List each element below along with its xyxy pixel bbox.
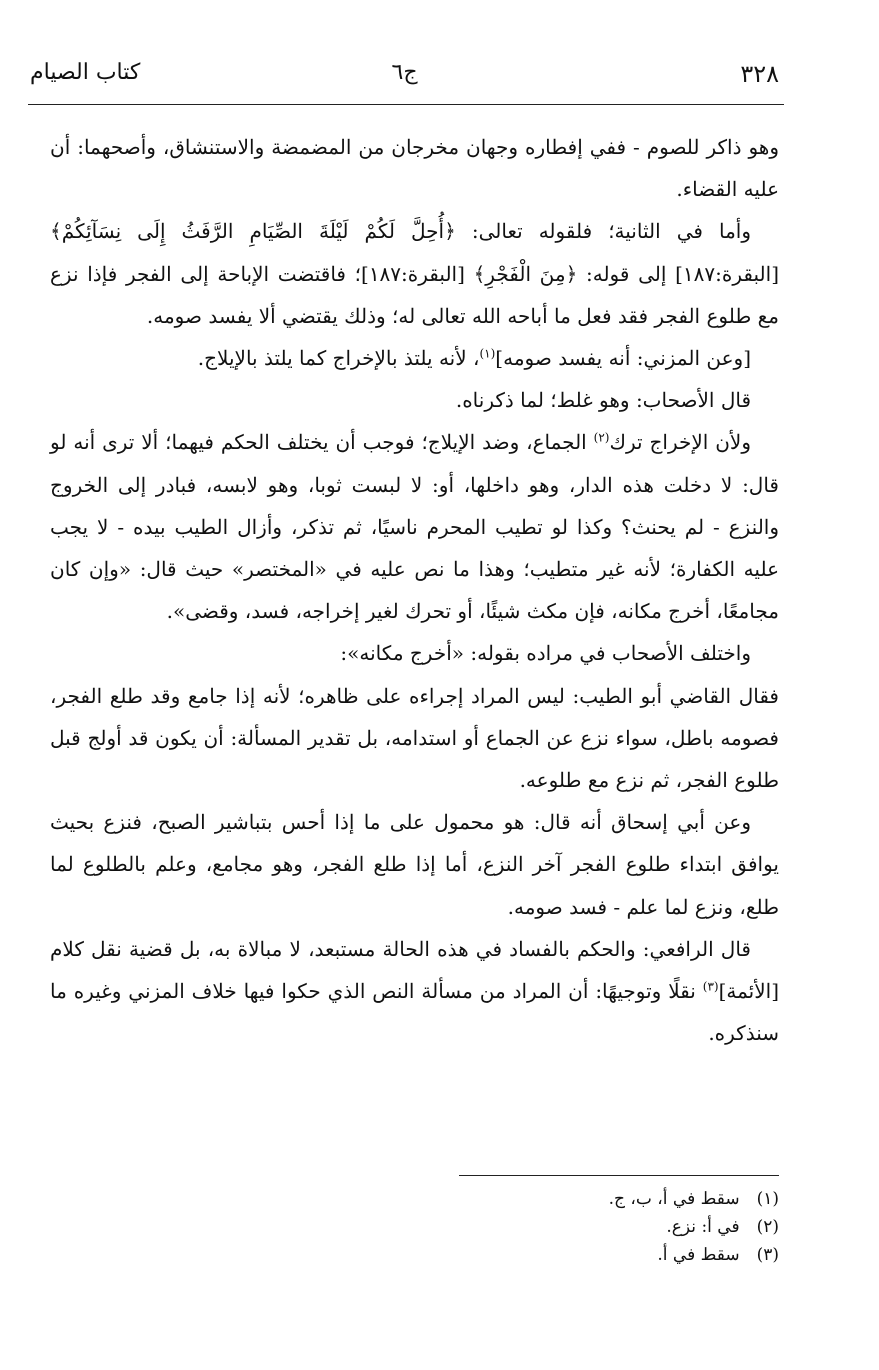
paragraph-text: نقلًا وتوجيهًا: أن المراد من مسألة النص الذي حكوا فيها خلاف المزني وغيره ما سنذكره. — [50, 979, 779, 1046]
paragraph: وأما في الثانية؛ فلقوله تعالى: ﴿أُحِلَّ لَكُمْ لَيْلَةَ الصِّيَامِ الرَّفَثُ إِلَى نِسَآئِكُمْ﴾ [البقرة:١٨٧] إلى قوله: ﴿مِنَ الْفَجْرِ﴾ [البقرة:١٨٧]؛ فاقتضت الإباحة إلى الفجر فإذا نزع مع طلوع الفجر فقد فعل ما أباحه الله تعالى له؛ وذلك يقتضي ألا يفسد صومه. — [50, 219, 779, 328]
footnote-mark: (٣) — [702, 979, 719, 994]
paragraph: واختلف الأصحاب في مراده بقوله: «أخرج مكانه»: — [340, 641, 751, 666]
paragraph: وعن أبي إسحاق أنه قال: هو محمول على ما إذا أحس بتباشير الصبح، فنزع بحيث يوافق ابتداء طلوع الفجر آخر النزع، أما إذا طلع الفجر، وهو مجامع، وعلم بالطلوع لما طلع، ونزع لما علم - فسد صومه. — [50, 810, 779, 919]
main-text — [50, 126, 779, 1054]
paragraph-text: ، لأنه يلتذ بالإخراج كما يلتذ بالإيلاج. — [197, 346, 480, 371]
paragraph-text: الجماع، وضد الإيلاج؛ فوجب أن يختلف الحكم فيهما؛ ألا ترى أنه لو قال: لا دخلت هذه الدار، وهو داخلها، أو: لا لبست ثوبا، وهو لابسه، فبادر إلى الخروج والنزع - لم يحنث؟ وكذا لو تطيب المحرم ناسيًا، ثم تذكر، وأزال الطيب بيده - لا يجب عليه الكفارة؛ لأنه غير متطيب؛ وهذا ما نص عليه في «المختصر» حيث قال: «وإن كان مجامعًا، أخرج مكانه، فإن مكث شيئًا، أو تحرك لغير إخراجه، فسد، وقضى». — [50, 430, 779, 624]
paragraph — [50, 337, 779, 379]
footnote-mark: (١) — [479, 346, 496, 361]
footnote-number: (٢) — [756, 1217, 779, 1237]
paragraph-text: ولأن الإخراج ترك — [609, 430, 751, 455]
footnote-number: (٣) — [756, 1245, 779, 1265]
running-header — [30, 60, 779, 100]
paragraph: قال الأصحاب: وهو غلط؛ لما ذكرناه. — [455, 388, 751, 413]
page-number: ٣٢٨ — [740, 60, 779, 88]
paragraph — [50, 421, 779, 632]
footnote — [380, 1241, 779, 1269]
volume-label: ج٦ — [391, 60, 418, 85]
book-title: كتاب الصيام — [30, 60, 141, 85]
paragraph: فقال القاضي أبو الطيب: ليس المراد إجراءه على ظاهره؛ لأنه إذا جامع وقد طلع الفجر، فصومه باطل، سواء نزع عن الجماع أو استدامه، بل تقدير المسألة: أن يكون قد أولج قبل طلوع الفجر، ثم نزع مع طلوعه. — [50, 683, 779, 793]
footnote-text: سقط في أ، ب، ج. — [608, 1189, 740, 1209]
paragraph — [50, 928, 779, 1055]
paragraph-text: [وعن المزني: أنه يفسد صومه] — [495, 346, 751, 371]
footnote-mark: (٢) — [593, 430, 610, 445]
footnote-text: سقط في أ. — [657, 1245, 740, 1265]
paragraph: وهو ذاكر للصوم - ففي إفطاره وجهان مخرجان من المضمضة والاستنشاق، وأصحهما: أن عليه القضاء. — [50, 135, 779, 202]
footnote-number: (١) — [756, 1189, 779, 1209]
paragraph-text: قال الرافعي: والحكم بالفساد في هذه الحالة مستبعد، لا مبالاة به، بل قضية نقل كلام [الأئمة] — [50, 936, 779, 1004]
footnotes — [380, 1185, 779, 1269]
footnote — [380, 1213, 779, 1241]
footnote — [380, 1185, 779, 1213]
footnote-rule — [459, 1175, 779, 1176]
footnote-text: في أ: نزع. — [666, 1217, 740, 1237]
header-rule — [28, 104, 784, 105]
